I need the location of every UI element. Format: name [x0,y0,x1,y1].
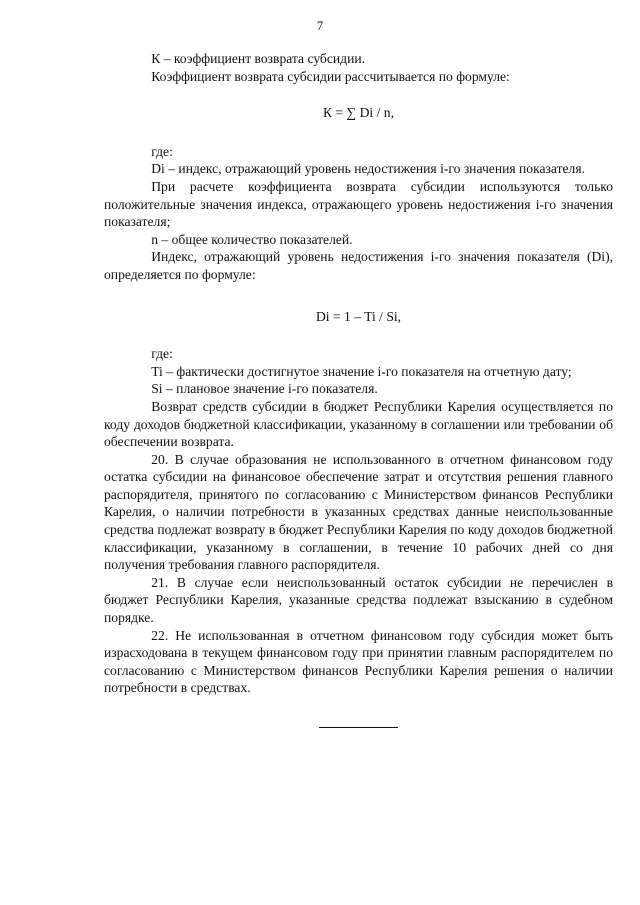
paragraph: При расчете коэффициента возврата субсидии используются только положительные значения индекса, отражающего уровень недостижения i-го значения показателя; [104,178,613,230]
paragraph: К – коэффициент возврата субсидии. [151,51,366,66]
paragraph: Si – плановое значение i-го показателя. [151,381,378,397]
paragraph: где: [151,143,173,159]
formula: К = ∑ Di / n, [323,105,394,121]
paragraph: где: [151,346,173,362]
paragraph: Возврат средств субсидии в бюджет Республики Карелия осуществляется по коду доходов бюджетной классификации, указанному в соглашении или требовании об обеспечении возврата. [104,398,613,450]
paragraph: 20. В случае образования не использованного в отчетном финансовом году остатка субсидии на финансовое обеспечение затрат и отсутствия решения главного распорядителя, принятого по согласованию с Министерством финансов Республики Карелия, о наличии потребности в указанных средствах данные неиспользованные средства подлежат возврату в бюджет Республики Карелия по коду доходов бюджетной классификации, указанному в соглашении, в течение 10 рабочих дней со дня получения требования главного распорядителя. [104,451,613,573]
page-number: 7 [316,18,324,33]
formula: Di = 1 – Ti / Si, [315,308,402,324]
paragraph: Коэффициент возврата субсидии рассчитывается по формуле: [151,68,510,84]
paragraph: n – общее количество показателей. [151,231,353,247]
paragraph: 21. В случае если неиспользованный остаток субсидии не перечислен в бюджет Республики Карелия, указанные средства подлежат взысканию в судебном порядке. [104,574,613,626]
paragraph: Индекс, отражающий уровень недостижения i-го значения показателя (Di), определяется по формуле: [104,249,613,282]
document-body [104,50,613,697]
paragraph: 22. Не использованная в отчетном финансовом году субсидия может быть израсходована в текущем финансовом году при принятии главным распорядителем по согласованию с Министерством финансов Республики Карелия решения о наличии потребности в средствах. [104,627,613,696]
end-of-document-rule [319,727,398,728]
paragraph: Di – индекс, отражающий уровень недостижения i-го значения показателя. [151,161,585,177]
paragraph: Ti – фактически достигнутое значение i-го показателя на отчетную дату; [151,363,572,379]
